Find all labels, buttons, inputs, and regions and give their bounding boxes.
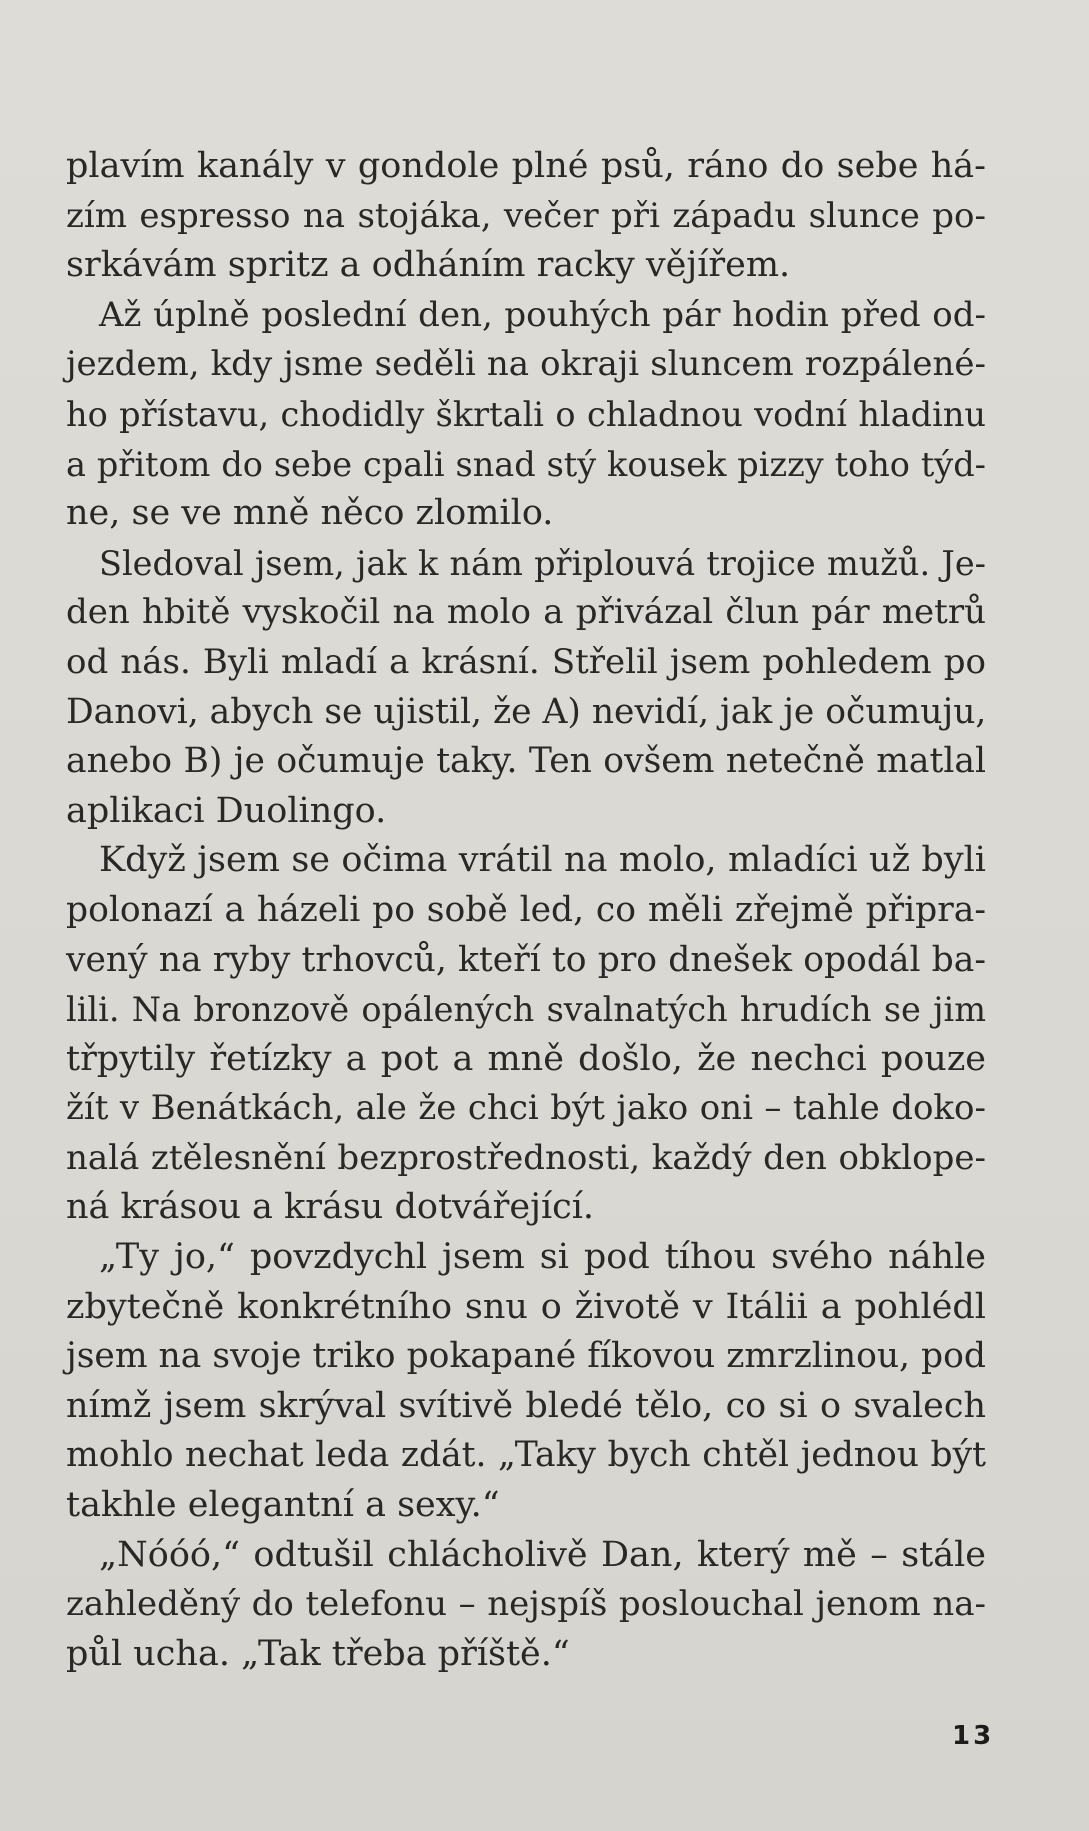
text-line: plavím kanály v gondole plné psů, ráno do sebe há- <box>66 146 986 186</box>
text-line: zím espresso na stojáka, večer při západu slunce po- <box>66 195 986 236</box>
page-number: 13 <box>952 1721 995 1751</box>
text-line: zahleděný do telefonu – nejspíš poslouchal jenom na- <box>66 1584 986 1625</box>
text-line: třpytily řetízky a pot a mně došlo, že nechci pouze <box>66 1038 986 1079</box>
text-line: ne, se ve mně něco zlomilo. <box>66 493 554 534</box>
text-line: ho přístavu, chodidly škrtali o chladnou vodní hladinu <box>66 394 986 434</box>
paragraph-first-line: Až úplně poslední den, pouhých pár hodin před od- <box>99 294 986 335</box>
text-line: polonazí a házeli po sobě led, co měli zřejmě připra- <box>66 889 986 930</box>
text-line: vený na ryby trhovců, kteří to pro dnešek opodál ba- <box>66 939 986 980</box>
text-line: půl ucha. „Tak třeba příště.“ <box>66 1633 570 1674</box>
text-line: anebo B) je očumuje taky. Ten ovšem netečně matlal <box>66 741 986 782</box>
paragraph-first-line: Když jsem se očima vrátil na molo, mladíci už byli <box>99 840 986 881</box>
text-line: žít v Benátkách, ale že chci být jako oni – tahle doko- <box>66 1088 986 1129</box>
text-line: takhle elegantní a sexy.“ <box>66 1485 500 1526</box>
text-line: jsem na svoje triko pokapané fíkovou zmrzlinou, pod <box>66 1336 986 1377</box>
text-line: jezdem, kdy jsme seděli na okraji sluncem rozpálené- <box>66 344 986 385</box>
text-line: zbytečně konkrétního snu o životě v Itálii a pohlédl <box>66 1286 986 1327</box>
text-line: od nás. Byli mladí a krásní. Střelil jsem pohledem po <box>66 641 986 682</box>
text-line: nalá ztělesnění bezprostřednosti, každý den obklope- <box>66 1137 986 1178</box>
text-line: nímž jsem skrýval svítivě bledé tělo, co si o svalech <box>66 1385 986 1426</box>
text-line: lili. Na bronzově opálených svalnatých hrudích se jim <box>66 990 986 1030</box>
paragraph-first-line: „Ty jo,“ povzdychl jsem si pod tíhou svého náhle <box>99 1237 986 1278</box>
text-line: aplikaci Duolingo. <box>66 790 387 831</box>
paragraph-first-line: „Nóóó,“ odtušil chlácholivě Dan, který mě – stále <box>99 1534 986 1575</box>
text-line: Danovi, abych se ujistil, že A) nevidí, jak je očumuju, <box>66 691 987 732</box>
text-line: a přitom do sebe cpali snad stý kousek pizzy toho týd- <box>66 444 986 484</box>
text-line: ná krásou a krásu dotvářející. <box>66 1187 595 1228</box>
paragraph-first-line: Sledoval jsem, jak k nám připlouvá trojice mužů. Je- <box>99 543 986 583</box>
text-line: den hbitě vyskočil na molo a přivázal člun pár metrů <box>66 592 986 633</box>
body-text <box>66 142 986 1679</box>
text-line: srkávám spritz a odháním racky vějířem. <box>66 245 791 286</box>
text-line: mohlo nechat leda zdát. „Taky bych chtěl jednou být <box>66 1435 986 1476</box>
